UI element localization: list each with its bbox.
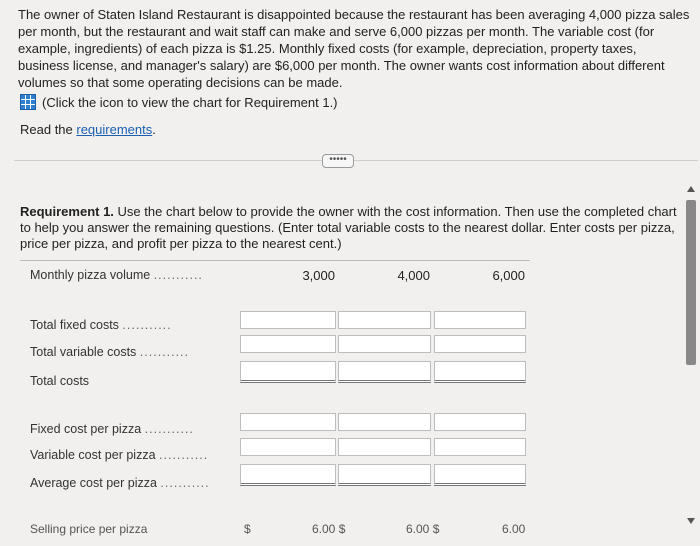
fixed-4000-input[interactable]	[338, 311, 431, 329]
section-divider	[14, 160, 698, 161]
variable-4000-input[interactable]	[338, 335, 431, 353]
fixedper-3000-input[interactable]	[240, 413, 336, 431]
requirement-1-heading: Requirement 1.	[20, 204, 114, 219]
read-requirements	[20, 122, 156, 137]
total-3000-input[interactable]	[240, 361, 336, 383]
row-variable-per: Variable cost per pizza ...........	[30, 448, 209, 462]
row-fixed-per: Fixed cost per pizza ...........	[30, 422, 194, 436]
read-prefix: Read the	[20, 122, 77, 137]
scroll-up-icon[interactable]	[687, 186, 695, 192]
requirement-1-text	[20, 204, 680, 252]
variable-3000-input[interactable]	[240, 335, 336, 353]
fixed-6000-input[interactable]	[434, 311, 526, 329]
volume-label: Monthly pizza volume ...........	[30, 268, 203, 282]
problem-statement: The owner of Staten Island Restaurant is disappointed because the restaurant has been averaging 4,000 pizza sales per month, but the restaurant and wait staff can make and serve 6,000 pizzas per month. The variable cost (for example, ingredients) of each pizza is $1.25. Monthly fixed costs (for example, depreciation, property taxes, business license, and manager's salary) are $6,000 per month. The owner wants cost information about different volumes so that some operating decisions can be made.	[18, 7, 690, 90]
selling-value-3000: 6.00 $	[312, 522, 346, 536]
selling-value-4000: 6.00 $	[406, 522, 440, 536]
averageper-4000-input[interactable]	[338, 464, 431, 486]
read-suffix: .	[152, 122, 156, 137]
row-total-fixed: Total fixed costs ...........	[30, 318, 172, 332]
selling-dollar-0: $	[244, 522, 251, 536]
averageper-6000-input[interactable]	[434, 464, 526, 486]
chart-link-text[interactable]: (Click the icon to view the chart for Requirement 1.)	[42, 94, 338, 110]
column-6000: 6,000	[492, 268, 525, 283]
fixed-3000-input[interactable]	[240, 311, 336, 329]
row-total-variable: Total variable costs ...........	[30, 345, 189, 359]
scroll-down-icon[interactable]	[687, 518, 695, 524]
requirement-1-body: Use the chart below to provide the owner with the cost information. Then use the completed chart to help you answer the remaining questions. (Enter total variable costs to the nearest dollar. Enter costs per pizza, price per pizza, and profit per pizza to the nearest cent.)	[20, 204, 677, 251]
total-4000-input[interactable]	[338, 361, 431, 383]
vertical-scrollbar[interactable]	[686, 186, 696, 506]
variableper-3000-input[interactable]	[240, 438, 336, 456]
row-average-per: Average cost per pizza ...........	[30, 476, 210, 490]
table-top-rule	[20, 260, 530, 261]
table-grid-icon[interactable]	[20, 94, 36, 110]
requirements-link[interactable]: requirements	[76, 122, 153, 137]
row-total-costs: Total costs	[30, 374, 90, 388]
variableper-4000-input[interactable]	[338, 438, 431, 456]
total-6000-input[interactable]	[434, 361, 526, 383]
column-3000: 3,000	[302, 268, 335, 283]
scroll-thumb[interactable]	[686, 200, 696, 365]
row-selling-price: Selling price per pizza	[30, 522, 148, 536]
fixedper-4000-input[interactable]	[338, 413, 431, 431]
variable-6000-input[interactable]	[434, 335, 526, 353]
selling-value-6000: 6.00	[502, 522, 526, 536]
chart-link[interactable]	[20, 94, 338, 110]
column-4000: 4,000	[397, 268, 430, 283]
variableper-6000-input[interactable]	[434, 438, 526, 456]
expand-button[interactable]: •••••	[322, 154, 354, 168]
fixedper-6000-input[interactable]	[434, 413, 526, 431]
averageper-3000-input[interactable]	[240, 464, 336, 486]
